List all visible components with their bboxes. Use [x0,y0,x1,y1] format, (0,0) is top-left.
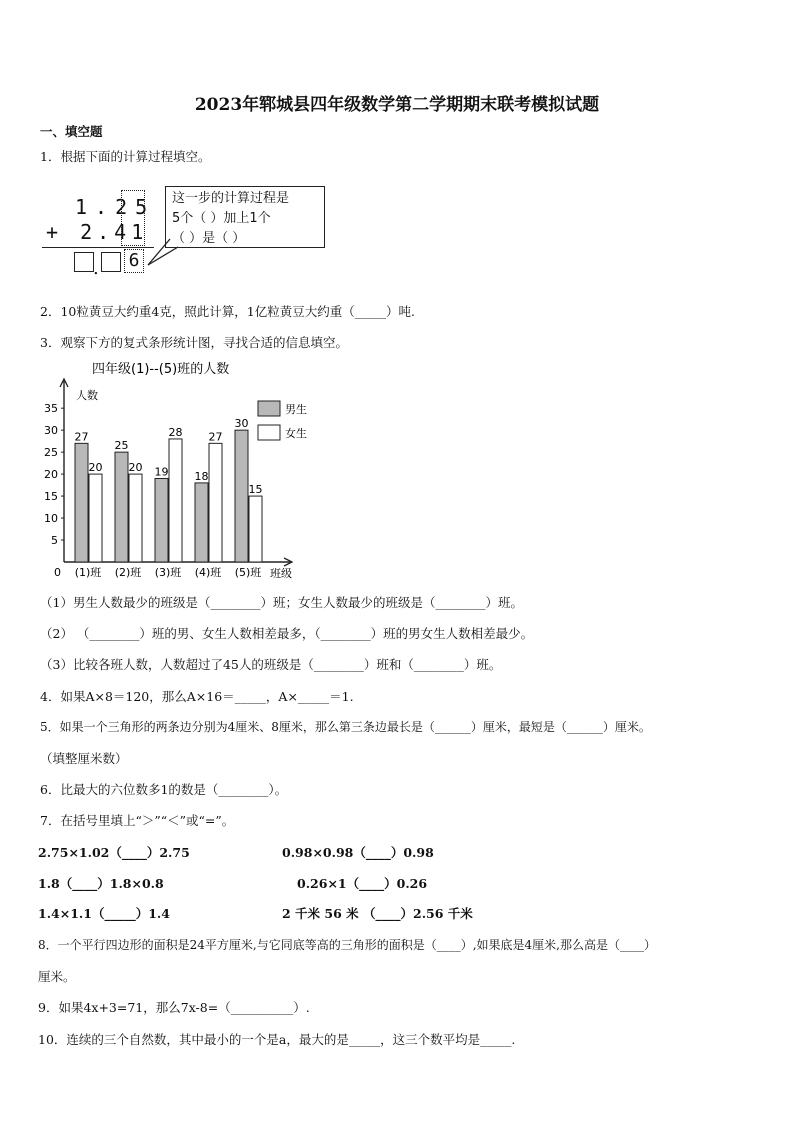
x-tick-label: (4)班 [194,566,222,579]
question-3-3: （3）比较各班人数，人数超过了45人的班级是（________）班和（________）班。 [40,657,502,672]
y-tick-label: 5 [51,534,58,548]
bar-value-label: 25 [114,439,129,453]
bar [169,439,182,562]
compare-item-4: 0.26×1（____）0.26 [297,876,428,891]
y-tick-label: 10 [44,512,58,526]
bubble-line-1: 这一步的计算过程是 [172,191,290,206]
answer-digit: 6 [124,249,144,273]
decimal-point: . [93,258,99,279]
question-3-2: （2） （________）班的男、女生人数相差最多，（________）班的男女生人数相差最少。 [40,626,534,641]
bar-value-label: 15 [248,483,263,497]
question-8-line-1: 8．一个平行四边形的面积是24平方厘米,与它同底等高的三角形的面积是（____）,如果底是4厘米,那么高是（____） [38,938,656,952]
question-2: 2．10粒黄豆大约重4克，照此计算，1亿粒黄豆大约重（_____）吨. [40,304,415,319]
y-tick-label: 30 [44,424,58,438]
bar [209,443,222,562]
y-tick-label: 25 [44,446,58,460]
chart-title: 四年级(1)--(5)班的人数 [92,362,230,377]
compare-item-3: 1.8（____）1.8×0.8 [38,876,164,891]
bar-chart [30,355,320,585]
question-4: 4．如果A×8＝120，那么A×16＝_____，A×_____＝1. [40,689,354,704]
compare-item-1: 2.75×1.02（____）2.75 [38,845,190,860]
answer-box-2 [101,252,121,272]
question-3: 3．观察下方的复式条形统计图，寻找合适的信息填空。 [40,335,348,350]
question-5-line-1: 5．如果一个三角形的两条边分别为4厘米、8厘米，那么第三条边最长是（______）厘米，最短是（______）厘米。 [40,720,651,734]
bar-value-label: 27 [208,430,223,444]
y-tick-label: 0 [54,566,61,579]
bar [195,483,208,562]
bar-value-label: 19 [154,465,169,479]
bar [249,496,262,562]
bar [235,430,248,562]
x-tick-label: (2)班 [114,566,142,579]
bar-value-label: 18 [194,469,209,483]
question-10: 10．连续的三个自然数，其中最小的一个是a，最大的是_____，这三个数平均是_____. [38,1032,516,1047]
compare-item-5: 1.4×1.1（_____）1.4 [38,906,170,921]
compare-item-6: 2 千米 56 米 （____）2.56 千米 [282,906,473,921]
bar-value-label: 30 [234,417,249,431]
question-1: 1．根据下面的计算过程填空。 [40,149,211,164]
bar-value-label: 20 [88,461,103,475]
bar-value-label: 28 [168,425,183,439]
y-tick-label: 15 [44,490,58,504]
bar [129,474,142,562]
question-7: 7．在括号里填上“＞”“＜”或“=”。 [40,813,235,828]
speech-bubble [165,186,325,248]
answer-box-1 [74,252,94,272]
compare-item-2: 0.98×0.98（____）0.98 [282,845,434,860]
question-9: 9．如果4x+3=71，那么7x-8=（__________）. [38,1000,310,1015]
y-tick-label: 35 [44,402,58,416]
legend-swatch [258,401,280,416]
question-6: 6．比最大的六位数多1的数是（________）。 [40,782,288,797]
legend-swatch [258,425,280,440]
page-title: 2023年郓城县四年级数学第二学期期末联考模拟试题 [194,95,600,115]
x-axis-label: 班级 [270,567,292,580]
legend-label: 女生 [285,427,307,440]
section-heading: 一、填空题 [40,124,103,139]
x-tick-label: (5)班 [234,566,262,579]
bubble-line-3: （ ）是（ ） [172,231,246,246]
addend-1: 1.25 [75,195,156,219]
sum-line [42,247,154,248]
bar-value-label: 27 [74,430,89,444]
bar-value-label: 20 [128,461,143,475]
bar [155,479,168,563]
y-axis-label: 人数 [76,389,98,402]
addend-2: + 2.41 [46,220,149,244]
bar [115,452,128,562]
legend-label: 男生 [285,403,307,416]
x-tick-label: (1)班 [74,566,102,579]
question-3-1: （1）男生人数最少的班级是（________）班；女生人数最少的班级是（________）班。 [40,595,523,610]
x-tick-label: (3)班 [154,566,182,579]
question-5-line-2: （填整厘米数） [40,751,128,766]
bar [89,474,102,562]
bar [75,443,88,562]
question-8-line-2: 厘米。 [38,969,76,984]
y-tick-label: 20 [44,468,58,482]
bubble-line-2: 5个（ ）加上1个 [172,211,271,226]
